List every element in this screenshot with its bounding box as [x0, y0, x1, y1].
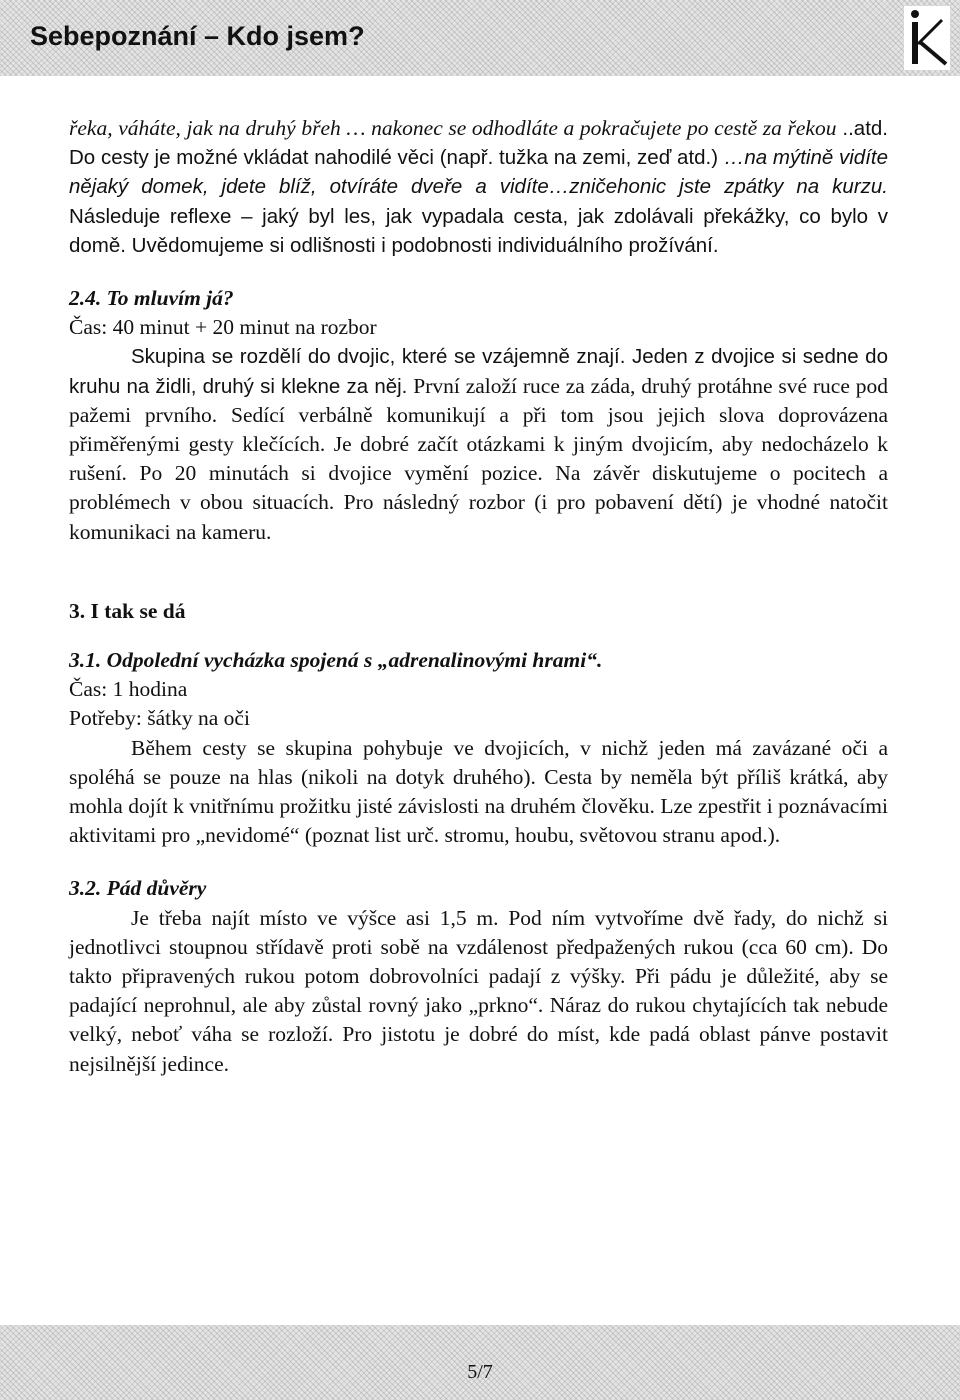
section-2-4-body-a: Skupina se rozdělí do dvojic, které se vzájemně znají. [131, 345, 626, 369]
intro-paragraph [69, 114, 888, 260]
page-header [0, 0, 960, 76]
section-3-2-heading: 3.2. Pád důvěry [69, 876, 207, 901]
intro-italic-1: řeka, váháte, jak na druhý břeh … nakonec se odhodláte a pokračujete po cestě za řekou [69, 116, 837, 140]
intro-text-3: Uvědomujeme si odlišnosti i podobnosti individuálního prožívání. [125, 233, 719, 257]
intro-text-1: ..atd. Do cesty je možné vkládat nahodilé věci (např. tužka na zemi, zeď atd.) [69, 117, 889, 170]
section-2-4-body-c: První založí ruce za záda, druhý protáhne své ruce pod pažemi prvního. [69, 373, 888, 427]
section-2-4-body-b: Jeden z dvojice si sedne do kruhu na židli, druhý si klekne za něj. [69, 345, 888, 398]
section-3-1-time: Čas: 1 hodina [69, 677, 188, 702]
k-logo-icon [904, 6, 950, 70]
intro-text-2: Následuje reflexe – jaký byl les, jak vypadala cesta, jak zdolávali překážky, co bylo v domě. [69, 204, 888, 257]
section-3-heading: 3. I tak se dá [69, 598, 186, 623]
section-3-2-body: Je třeba najít místo ve výšce asi 1,5 m. Pod ním vytvoříme dvě řady, do nichž si jednotlivci stoupnou střídavě proti sobě na vzdálenost předpažených rukou (cca 60 cm). Do takto připravených rukou potom dobrovolníci padají z výšky. Při pádu je důležité, aby se padající neprohnul, ale aby zůstal rovný jako „prkno“. Náraz do rukou chytajících tak nebude velký, neboť váha se rozloží. Pro jistotu je dobré do míst, kde padá oblast pánve postavit nejsilnější jedince. [69, 905, 888, 1076]
section-3-1-body: Během cesty se skupina pohybuje ve dvojicích, v nichž jeden má zavázané oči a spoléhá se pouze na hlas (nikoli na dotyk druhého). Cesta by neměla být příliš krátká, aby mohla dojít k vnitřnímu prožitku jisté závislosti na druhém člověku. Lze zpestřit i poznávacími aktivitami pro „nevidomé“ (poznat list urč. stromu, houbu, světovou stranu apod.). [69, 735, 888, 848]
page-number: 5/7 [467, 1361, 493, 1383]
header-title: Sebepoznání – Kdo jsem? [30, 21, 365, 51]
section-2-4-time: Čas: 40 minut + 20 minut na rozbor [69, 315, 377, 340]
page-content [69, 114, 888, 1079]
page-footer [0, 1325, 960, 1400]
intro-italic-2: …na mýtině vidíte nějaký domek, jdete blíž, otvíráte dveře a vidíte…zničehonic jste zpátky na kurzu. [69, 146, 888, 199]
section-2-4-body-d: Sedící verbálně komunikují a při tom jsou jejich slova doprovázena přiměřenými gesty klečících. Je dobré začít otázkami k jiným dvojicím, aby nedocházelo k rušení. Po 20 minutách si dvojice vymění pozice. Na závěr diskutujeme o pocitech a problémech v obou situacích. Pro následný rozbor (i pro pobavení dětí) je vhodné natočit komunikaci na kameru. [69, 402, 889, 544]
section-2-4-heading: 2.4. To mluvím já? [69, 286, 234, 311]
section-3-1-heading: 3.1. Odpolední vycházka spojená s „adrenalinovými hrami“. [69, 648, 603, 673]
section-2-4-body [69, 342, 888, 546]
section-3-1-needs: Potřeby: šátky na oči [69, 706, 250, 731]
